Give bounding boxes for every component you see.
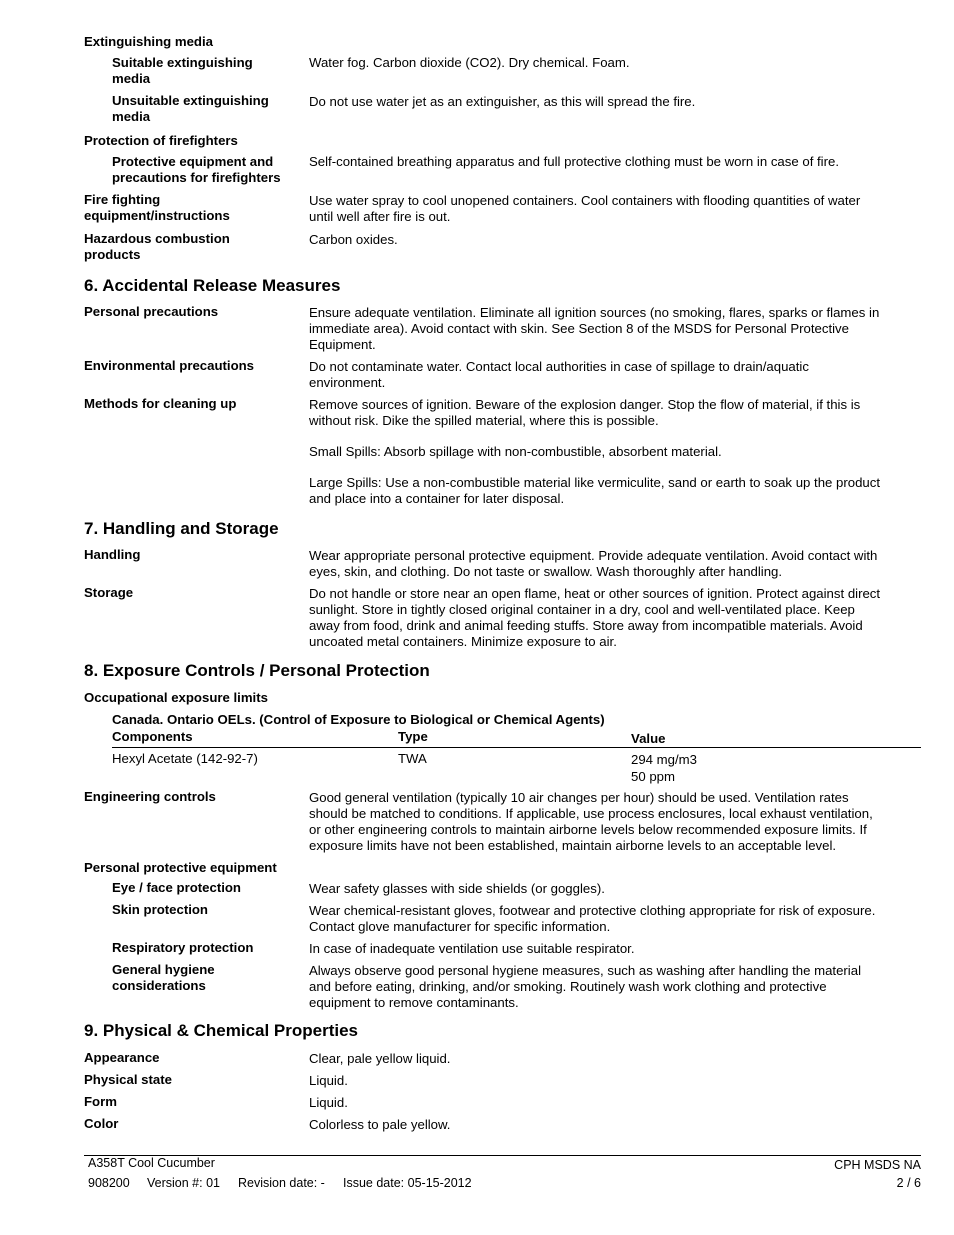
column-header-components: Components <box>112 729 193 744</box>
footer-product: A358T Cool Cucumber <box>88 1156 215 1170</box>
environmental-precautions-value: Do not contaminate water. Contact local authorities in case of spillage to drain/aquatic environment. <box>309 359 809 390</box>
personal-precautions-value: Ensure adequate ventilation. Eliminate all ignition sources (no smoking, flares, sparks or flames in immediate area). Avoid contact with skin. See Section 8 of the MSDS for Personal Protective Equipment. <box>309 305 880 352</box>
footer-issue-date: Issue date: 05-15-2012 <box>343 1176 472 1190</box>
hazardous-combustion-label: Hazardous combustion products <box>84 231 230 262</box>
row-type: TWA <box>398 751 427 766</box>
property-label: Form <box>84 1094 117 1109</box>
footer-doc-type: CPH MSDS NA <box>834 1158 921 1172</box>
column-header-type: Type <box>398 729 428 744</box>
small-spills-value: Small Spills: Absorb spillage with non-combustible, absorbent material. <box>309 444 722 459</box>
hazardous-combustion-value: Carbon oxides. <box>309 232 398 247</box>
table-header-rule <box>112 747 921 748</box>
respiratory-protection-value: In case of inadequate ventilation use suitable respirator. <box>309 941 635 956</box>
protective-equipment-value: Self-contained breathing apparatus and full protective clothing must be worn in case of fire. <box>309 154 840 169</box>
unsuitable-media-label: Unsuitable extinguishing media <box>112 93 269 124</box>
ppe-heading: Personal protective equipment <box>84 860 277 875</box>
storage-label: Storage <box>84 585 134 600</box>
cleaning-methods-label: Methods for cleaning up <box>84 396 237 411</box>
section-7-title: 7. Handling and Storage <box>84 519 279 538</box>
unsuitable-media-value: Do not use water jet as an extinguisher, as this will spread the fire. <box>309 94 696 109</box>
large-spills-value: Large Spills: Use a non-combustible material like vermiculite, sand or earth to soak up the product and place into a container for later disposal. <box>309 475 881 506</box>
engineering-controls-value: Good general ventilation (typically 10 air changes per hour) should be used. Ventilation rates should be matched to conditions. If applicable, use process enclosures, local exhaust ventilation, or other engineering controls to maintain airborne levels below recommended exposure limits. If exposure limits have not been established, maintain airborne levels to an acceptable level. <box>309 790 873 853</box>
oel-table-title: Canada. Ontario OELs. (Control of Exposure to Biological or Chemical Agents) <box>112 712 605 727</box>
personal-precautions-label: Personal precautions <box>84 304 219 319</box>
section-9-title: 9. Physical & Chemical Properties <box>84 1021 359 1040</box>
property-label: Color <box>84 1116 119 1131</box>
footer-page-number: 2 / 6 <box>896 1176 921 1190</box>
environmental-precautions-label: Environmental precautions <box>84 358 255 373</box>
eye-protection-value: Wear safety glasses with side shields (or goggles). <box>309 881 605 896</box>
footer-version: Version #: 01 <box>147 1176 220 1190</box>
section-8-title: 8. Exposure Controls / Personal Protection <box>84 661 430 680</box>
general-hygiene-value: Always observe good personal hygiene measures, such as washing after handling the material and before eating, drinking, and/or smoking. Routinely wash work clothing and protective equipment to remove contaminants. <box>309 963 861 1010</box>
storage-value: Do not handle or store near an open flame, heat or other sources of ignition. Protect against direct sunlight. Store in tightly closed original container in a dry, cool and well-ventilated place. Keep away from food, drink and animal feeding stuffs. Store away from incompatible materials. Avoid uncoated metal containers. Minimize exposure to air. <box>309 586 881 649</box>
protective-equipment-label: Protective equipment and precautions for firefighters <box>112 154 281 185</box>
property-value: Clear, pale yellow liquid. <box>309 1051 451 1066</box>
property-value: Liquid. <box>309 1073 348 1088</box>
protection-firefighters-heading: Protection of firefighters <box>84 133 238 148</box>
skin-protection-label: Skin protection <box>112 902 208 917</box>
handling-label: Handling <box>84 547 141 562</box>
section-6-title: 6. Accidental Release Measures <box>84 276 341 295</box>
suitable-media-label: Suitable extinguishing media <box>112 55 253 86</box>
property-value: Colorless to pale yellow. <box>309 1117 451 1132</box>
occupational-limits-label: Occupational exposure limits <box>84 690 268 705</box>
fire-fighting-value: Use water spray to cool unopened containers. Cool containers with flooding quantities of water until well after fire is out. <box>309 193 861 224</box>
property-label: Physical state <box>84 1072 172 1087</box>
general-hygiene-label: General hygiene considerations <box>112 962 215 993</box>
property-label: Appearance <box>84 1050 160 1065</box>
eye-protection-label: Eye / face protection <box>112 880 241 895</box>
extinguishing-media-heading: Extinguishing media <box>84 34 213 49</box>
footer-revision-date: Revision date: - <box>238 1176 325 1190</box>
handling-value: Wear appropriate personal protective equipment. Provide adequate ventilation. Avoid contact with eyes, skin, and clothing. Do not taste or swallow. Wash thoroughly after handling. <box>309 548 878 579</box>
engineering-controls-label: Engineering controls <box>84 789 216 804</box>
column-header-value: Value <box>631 731 666 746</box>
footer-id: 908200 <box>88 1176 130 1190</box>
row-component: Hexyl Acetate (142-92-7) <box>112 751 258 766</box>
suitable-media-value: Water fog. Carbon dioxide (CO2). Dry chemical. Foam. <box>309 55 630 70</box>
row-value: 294 mg/m3 50 ppm <box>631 752 697 784</box>
fire-fighting-label: Fire fighting equipment/instructions <box>84 192 230 223</box>
cleaning-methods-value: Remove sources of ignition. Beware of the explosion danger. Stop the flow of material, if this is without risk. Dike the spilled material, where this is possible. <box>309 397 861 428</box>
skin-protection-value: Wear chemical-resistant gloves, footwear and protective clothing appropriate for risk of exposure. Contact glove manufacturer for specific information. <box>309 903 876 934</box>
property-value: Liquid. <box>309 1095 348 1110</box>
respiratory-protection-label: Respiratory protection <box>112 940 254 955</box>
